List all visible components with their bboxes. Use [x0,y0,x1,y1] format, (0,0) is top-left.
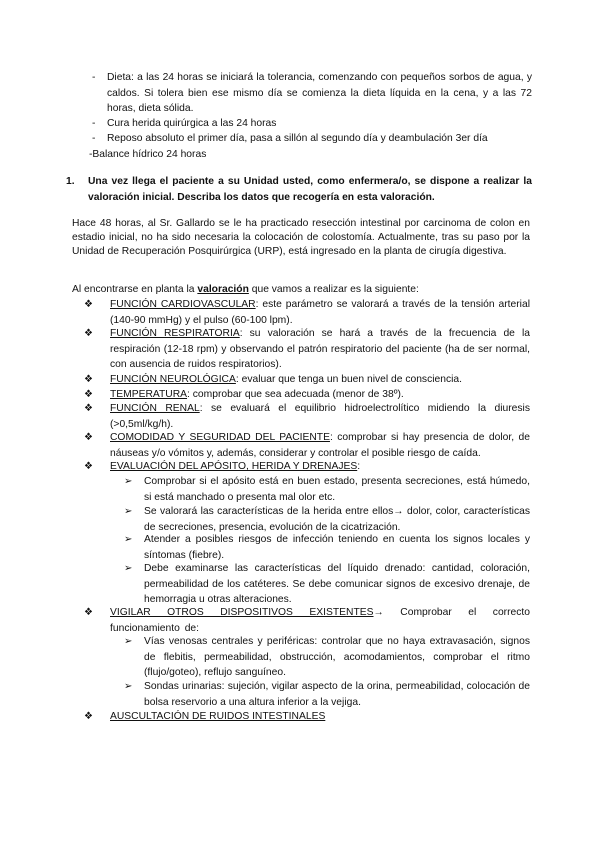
case-paragraph: Hace 48 horas, al Sr. Gallardo se le ha practicado resección intestinal por carcinoma de colon en estadio inicial, no ha sido necesaria la colocación de colostomía. Actualmente, tras su paso por la Unidad de Recuperación Posquirúrgica (URP), está ingresado en la planta de cirugía digestiva. [72,218,530,258]
subitem-text: Sondas urinarias: sujeción, vigilar aspecto de la orina, permeabilidad, colocación de bolsa reservorio a una altura inferior a la vejiga. [144,681,530,708]
subitem-infection-risk [124,532,530,563]
subitem-urinary-catheters [124,679,530,710]
item-text: → Comprobar el correcto funcionamiento de: [110,607,531,634]
list-item-rest [92,131,532,147]
item-text: : comprobar si hay presencia de dolor, de náuseas y/o vómitos y, además, considerar y controlar el posible riesgo de caída. [110,432,530,459]
item-title: COMODIDAD Y SEGURIDAD DEL PACIENTE [110,432,330,443]
intro-line [72,282,530,297]
subitem-wound-features [124,504,530,535]
diamond-bullet-icon: ❖ [84,389,93,400]
arrow-bullet-icon: ➢ [124,681,133,692]
item-renal [84,401,530,432]
item-text: : su valoración se hará a través de la frecuencia de la respiración (12-18 rpm) y observando el patrón respiratorio del paciente (ha de ser normal, con ausencia de ruidos respiratorios). [110,328,531,371]
intro-before: Al encontrarse en planta la [72,284,198,295]
item-wound-evaluation [84,459,530,475]
diamond-bullet-icon: ❖ [84,403,93,414]
dash-marker: - [92,118,96,129]
question-number: 1. [66,176,75,187]
diamond-bullet-icon: ❖ [84,607,93,618]
item-title: FUNCIÓN RESPIRATORIA [110,328,240,339]
arrow-bullet-icon: ➢ [124,563,133,574]
item-text: : [357,461,361,472]
item-auscultation [84,709,530,725]
arrow-bullet-icon: ➢ [124,534,133,545]
item-text: : se evaluará el equilibrio hidroelectrolítico midiendo la diuresis (>0,5ml/kg/h). [110,403,530,430]
item-neurological [84,372,530,388]
item-title: FUNCIÓN NEUROLÓGICA [110,374,236,385]
arrow-bullet-icon: ➢ [124,506,133,517]
diamond-bullet-icon: ❖ [84,461,93,472]
subitem-drainage [124,561,530,608]
intro-keyword: valoración [197,284,249,295]
subitem-text: Comprobar si el apósito está en buen estado, presenta secreciones, está húmedo, si está manchado o presenta mal olor etc. [144,476,530,503]
diamond-bullet-icon: ❖ [84,299,93,310]
item-comfort-safety [84,430,530,461]
item-title: EVALUACIÓN DEL APÓSITO, HERIDA Y DRENAJES [110,461,358,472]
item-text: : evaluar que tenga un buen nivel de consciencia. [235,374,462,385]
item-text: : este parámetro se valorará a través de la tensión arterial (140-90 mmHg) y el pulso (60-100 lpm). [110,299,530,326]
subitem-dressing [124,474,530,505]
arrow-bullet-icon: ➢ [124,476,133,487]
item-cardiovascular [84,297,530,328]
dash-marker: - [92,133,96,144]
item-title: AUSCULTACIÓN DE RUIDOS INTESTINALES [110,711,326,722]
list-item-wound-care [92,116,532,132]
diamond-bullet-icon: ❖ [84,328,93,339]
subitem-text: Atender a posibles riesgos de infección teniendo en cuenta los signos locales y síntomas (fiebre). [144,534,530,561]
question-text: Una vez llega el paciente a su Unidad usted, como enfermera/o, se dispone a realizar la valoración inicial. Describa los datos que recogería en esta valoración. [88,176,532,203]
diamond-bullet-icon: ❖ [84,374,93,385]
item-title: FUNCIÓN RENAL [110,403,200,414]
subitem-text: Se valorará las características de la herida entre ellos→ dolor, color, características de secreciones, presencia, evolución de la cicatrización. [144,506,530,533]
subitem-text: Debe examinarse las características del líquido drenado: cantidad, coloración, permeabilidad de los catéteres. Se debe comunicar signos de excesivo drenaje, de hemorragia u otras alteraciones. [144,563,530,606]
intro-after: que vamos a realizar es la siguiente: [248,284,419,295]
item-respiratory [84,326,530,373]
diamond-bullet-icon: ❖ [84,711,93,722]
subitem-text: Vías venosas centrales y periféricas: controlar que no haya extravasación, signos de flebitis, permeabilidad, obstrucción, acomodamientos, comprobar el ritmo (flujo/goteo), reflujo sanguíneo. [144,636,530,679]
fluid-balance-line: -Balance hídrico 24 horas [89,149,207,160]
item-title: TEMPERATURA [110,389,188,400]
list-item-diet [92,70,532,117]
item-title: FUNCIÓN CARDIOVASCULAR [110,299,256,310]
question-heading [66,174,532,205]
list-item-text: Cura herida quirúrgica a las 24 horas [107,118,277,129]
diamond-bullet-icon: ❖ [84,432,93,443]
list-item-text: Dieta: a las 24 horas se iniciará la tolerancia, comenzando con pequeños sorbos de agua, y caldos. Si tolera bien ese mismo día se comienza la dieta líquida en la cena, y a las 72 horas, dieta sólida. [107,72,532,114]
subitem-venous-lines [124,634,530,681]
arrow-bullet-icon: ➢ [124,636,133,647]
list-item-text: Reposo absoluto el primer día, pasa a sillón al segundo día y deambulación 3er día [107,133,488,144]
item-other-devices [84,605,530,636]
dash-marker: - [92,72,96,83]
item-title: VIGILAR OTROS DISPOSITIVOS EXISTENTES [110,607,374,618]
item-text: : comprobar que sea adecuada (menor de 38º). [187,389,404,400]
